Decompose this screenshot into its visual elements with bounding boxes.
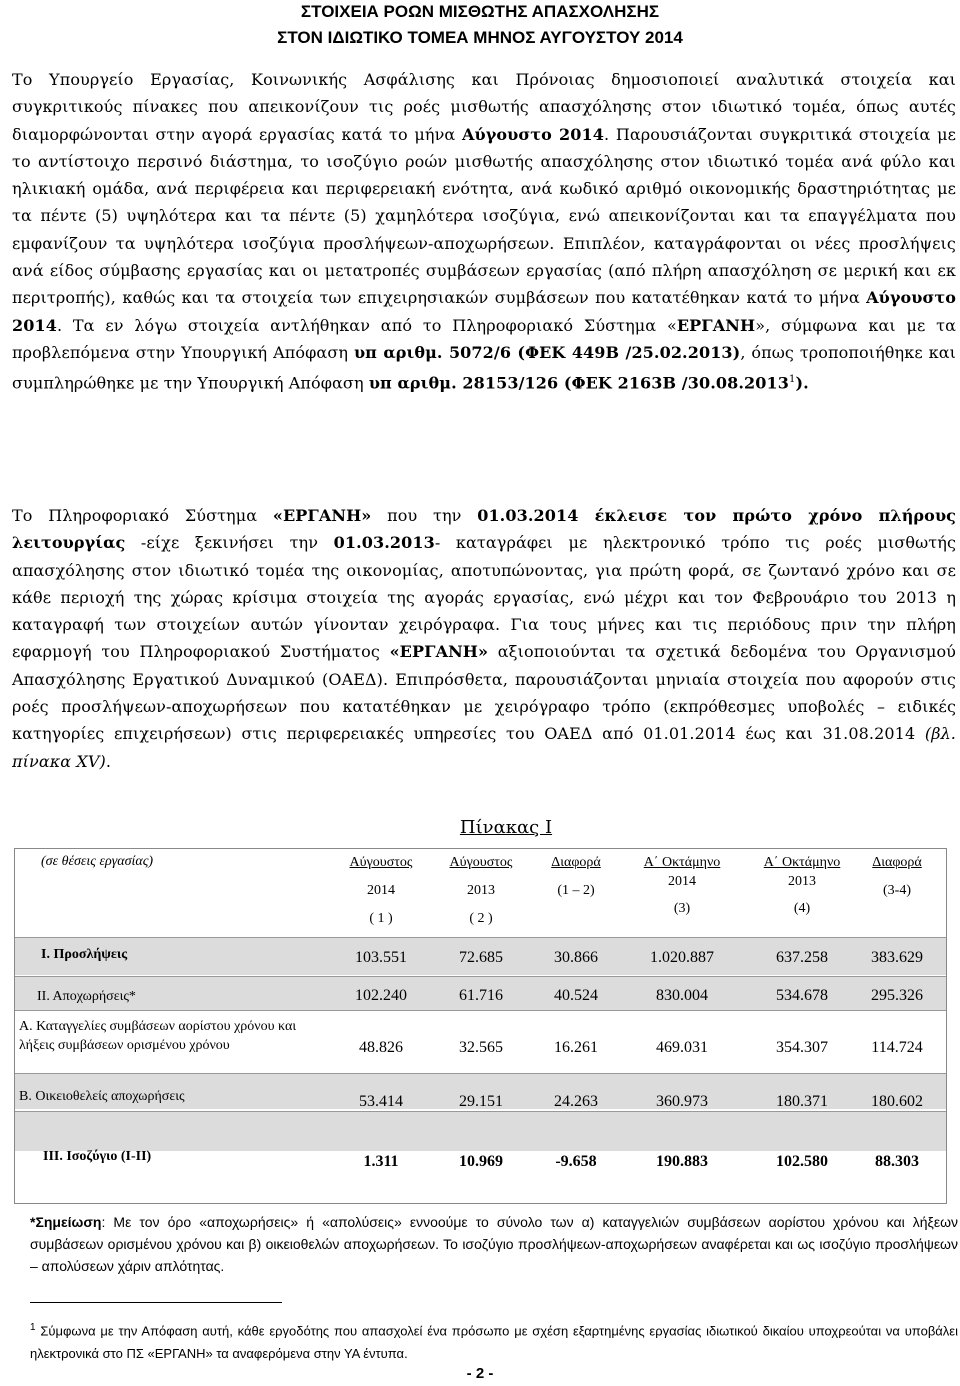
cell: 32.565 — [459, 1039, 503, 1056]
col-header-aug2013: Αύγουστος 2013 ( 2 ) — [449, 855, 513, 926]
page-number: - 2 - — [466, 1365, 494, 1382]
cell: 830.004 — [656, 987, 708, 1004]
table-caption: Πίνακας Ι — [459, 817, 553, 838]
cell: 295.326 — [871, 987, 923, 1004]
cell: 88.303 — [875, 1153, 919, 1170]
summary-table — [14, 848, 947, 1204]
cell: 469.031 — [656, 1039, 708, 1056]
cell: 1.311 — [363, 1153, 399, 1170]
row-label-departures: ΙΙ. Αποχωρήσεις* — [37, 989, 136, 1004]
footnote-divider — [30, 1302, 282, 1303]
cell: 383.629 — [871, 949, 923, 966]
cell: 102.580 — [776, 1153, 828, 1170]
cell: 180.371 — [776, 1093, 828, 1110]
row-label-voluntary: Β. Οικειοθελείς αποχωρήσεις — [19, 1089, 185, 1104]
cell: 72.685 — [459, 949, 503, 966]
row-label-hires: Ι. Προσλήψεις — [41, 947, 128, 962]
cell: 1.020.887 — [650, 949, 714, 966]
cell: 61.716 — [459, 987, 503, 1004]
cell: 29.151 — [459, 1093, 503, 1110]
cell: 180.602 — [871, 1093, 923, 1110]
cell: 637.258 — [776, 949, 828, 966]
intro-paragraph: Το Υπουργείο Εργασίας, Κοινωνικής Ασφάλισης και Πρόνοιας δημοσιοποιεί αναλυτικά στοιχεία και συγκριτικούς πίνακες που απεικονίζουν τις ροές μισθωτής απασχόλησης στον ιδιωτικό τομέα, όπως αυτές διαμορφώνονται στην αγορά εργασίας κατά το μήνα Αύγουστο 2014. Παρουσιάζονται συγκριτικά στοιχεία με το αντίστοιχο περσινό διάστημα, το ισοζύγιο ροών μισθωτής απασχόλησης στον ιδιωτικό τομέα ανά φύλο και ηλικιακή ομάδα, ανά περιφέρεια και περιφερειακή ενότητα, ανά κωδικό αριθμό οικονομικής δραστηριότητας με τα πέντε (5) υψηλότερα και τα πέντε (5) χαμηλότερα ισοζύγια, ενώ απεικονίζονται και τα επαγγέλματα που εμφανίζουν τα υψηλότερα ισοζύγια προσλήψεων-αποχωρήσεων. Επιπλέον, καταγράφονται οι νέες προσλήψεις ανά είδος σύμβασης εργασίας και οι μετατροπές συμβάσεων εργασίας (από πλήρη απασχόληση σε μερική και εκ περιτροπής), καθώς και τα στοιχεία των επιχειρησιακών συμβάσεων που κατατέθηκαν κατά το μήνα Αύγουστο 2014. Τα εν λόγω στοιχεία αντλήθηκαν από το Πληροφοριακό Σύστημα «ΕΡΓΑΝΗ», σύμφωνα και με τα προβλεπόμενα στην Υπουργική Απόφαση υπ αριθμ. 5072/6 (ΦΕΚ 449Β /25.02.2013), όπως τροποποιήθηκε και συμπληρώθηκε με την Υπουργική Απόφαση υπ αριθμ. 28153/126 (ΦΕΚ 2163Β /30.08.2013$^1$). — [12, 70, 957, 393]
table-unit-label: (σε θέσεις εργασίας) — [41, 854, 154, 869]
col-header-octamino2014: Α΄ Οκτάμηνο 2014 (3) — [643, 855, 721, 916]
col-header-diff-octamino: Διαφορά (3-4) — [872, 855, 922, 898]
cell: 40.524 — [554, 987, 598, 1004]
col-header-diff-monthly: Διαφορά (1 – 2) — [551, 855, 601, 898]
cell: 24.263 — [554, 1093, 598, 1110]
cell: 534.678 — [776, 987, 828, 1004]
cell: 48.826 — [359, 1039, 403, 1056]
cell: 354.307 — [776, 1039, 828, 1056]
col-header-octamino2013: Α΄ Οκτάμηνο 2013 (4) — [763, 855, 841, 916]
cell: 190.883 — [656, 1153, 708, 1170]
cell: 10.969 — [459, 1153, 503, 1170]
footnote: $^1$ Σύμφωνα με την Απόφαση αυτή, κάθε εργοδότης που απασχολεί ένα πρόσωπο με σχέση εξαρτημένης εργασίας ιδιωτικού δικαίου υποχρεούται να υποβάλει ηλεκτρονικά στο ΠΣ «ΕΡΓΑΝΗ» τα αναφερόμενα στην ΥΑ έντυπα. — [30, 1322, 958, 1362]
row-label-balance: ΙΙΙ. Ισοζύγιο (Ι-ΙΙ) — [43, 1149, 152, 1164]
document-title-line1: ΣΤΟΙΧΕΙΑ ΡΟΩΝ ΜΙΣΘΩΤΗΣ ΑΠΑΣΧΟΛΗΣΗΣ — [300, 2, 660, 21]
cell: 16.261 — [554, 1039, 598, 1056]
cell: 114.724 — [871, 1039, 923, 1056]
cell: 360.973 — [656, 1093, 708, 1110]
col-header-aug2014: Αύγουστος 2014 ( 1 ) — [349, 855, 413, 926]
cell: 103.551 — [355, 949, 407, 966]
table-note: *Σημείωση: Με τον όρο «αποχωρήσεις» ή «απολύσεις» εννοούμε το σύνολο των α) καταγγελιών συμβάσεων αορίστου χρόνου και λήξεων συμβάσεων ορισμένου χρόνου και β) οικειοθελών αποχωρήσεων. Το ισοζύγιο προσλήψεων-αποχωρήσεων αναφέρεται και ως ισοζύγιο προσλήψεων – απολύσεων χάριν απλότητας. — [30, 1214, 958, 1274]
ergani-paragraph: Το Πληροφοριακό Σύστημα «ΕΡΓΑΝΗ» που την 01.03.2014 έκλεισε τον πρώτο χρόνο πλήρους λειτουργίας -είχε ξεκινήσει την 01.03.2013- καταγράφει με ηλεκτρονικό τρόπο τις ροές μισθωτής απασχόλησης στον ιδιωτικό τομέα της οικονομίας, αποτυπώνοντας, για πρώτη φορά, σε ζωντανό χρόνο και σε κάθε περιοχή της χώρας κρίσιμα στοιχεία της αγοράς εργασίας, ενώ μέχρι και τον Φεβρουάριο του 2013 η καταγραφή των στοιχείων αυτών γίνονταν χειρόγραφα. Για τους μήνες και τις περιόδους πριν την πλήρη εφαρμογή του Πληροφοριακού Συστήματος «ΕΡΓΑΝΗ» αξιοποιούνται τα σχετικά δεδομένα του Οργανισμού Απασχόλησης Εργατικού Δυναμικού (ΟΑΕΔ). Επιπρόσθετα, παρουσιάζονται μηνιαία στοιχεία που αφορούν στις ροές προσλήψεων-αποχωρήσεων που κατατέθηκαν με χειρόγραφο τρόπο (εκπρόθεσμες υποβολές – ειδικές κατηγορίες επιχειρήσεων) στις περιφερειακές υπηρεσίες του ΟΑΕΔ από 01.01.2014 έως και 31.08.2014 (βλ. πίνακα XV). — [12, 506, 957, 771]
cell: -9.658 — [555, 1153, 597, 1170]
footnote-ref: 1 — [788, 374, 796, 386]
cell: 30.866 — [554, 949, 598, 966]
cell: 53.414 — [359, 1093, 403, 1110]
document-title-line2: ΣΤΟΝ ΙΔΙΩΤΙΚΟ ΤΟΜΕΑ ΜΗΝΟΣ ΑΥΓΟΥΣΤΟΥ 2014 — [277, 28, 683, 47]
row-label-dismissals: Α. Καταγγελίες συμβάσεων αορίστου χρόνου και λήξεις συμβάσεων ορισμένου χρόνου — [19, 1019, 297, 1053]
cell: 102.240 — [355, 987, 407, 1004]
